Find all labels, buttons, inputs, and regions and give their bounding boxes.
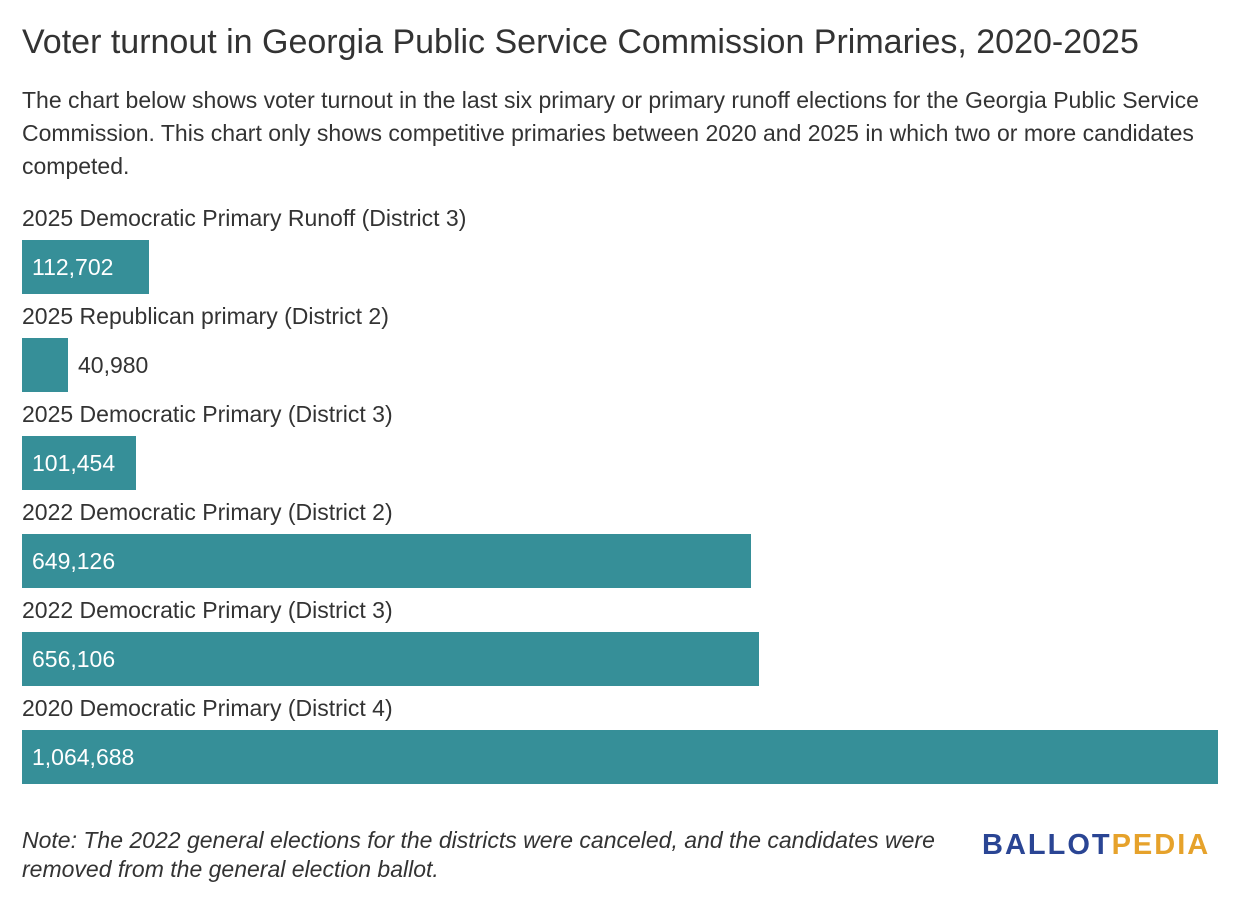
bar[interactable]: [22, 632, 759, 686]
category-label: 2022 Democratic Primary (District 3): [22, 597, 393, 623]
value-label: 112,702: [32, 254, 114, 280]
category-label: 2025 Democratic Primary (District 3): [22, 401, 393, 427]
value-label: 656,106: [32, 646, 116, 672]
value-label: 1,064,688: [32, 744, 135, 770]
bar-row: [22, 396, 1218, 494]
bar-row: [22, 592, 1218, 690]
bar[interactable]: [22, 534, 751, 588]
logo-part-pedia: PEDIA: [1111, 829, 1211, 861]
logo-part-ballot: BALLOT: [982, 829, 1112, 861]
chart-subtitle: The chart below shows voter turnout in the last six primary or primary runoff elections for the Georgia Public Service Commission. This chart only shows competitive primaries between 2020 and 2025 in which two or more candidates competed.: [22, 87, 1199, 179]
chart-note: Note: The 2022 general elections for the districts were canceled, and the candidates were removed from the general election ballot.: [22, 827, 935, 882]
value-label: 649,126: [32, 548, 116, 574]
category-label: 2022 Democratic Primary (District 2): [22, 499, 393, 525]
category-label: 2025 Republican primary (District 2): [22, 303, 389, 329]
bar[interactable]: [22, 338, 68, 392]
ballotpedia-logo[interactable]: [982, 828, 1210, 862]
bar-row: [22, 200, 1218, 298]
bar-row: [22, 690, 1218, 788]
chart-title: Voter turnout in Georgia Public Service Commission Primaries, 2020-2025: [22, 23, 1139, 61]
bar-chart: [22, 200, 1218, 800]
bar-row: [22, 494, 1218, 592]
value-label: 40,980: [78, 352, 149, 378]
value-label: 101,454: [32, 450, 116, 476]
bar[interactable]: [22, 730, 1218, 784]
category-label: 2020 Democratic Primary (District 4): [22, 695, 393, 721]
bar-row: [22, 298, 1218, 396]
category-label: 2025 Democratic Primary Runoff (District 3): [22, 205, 467, 231]
